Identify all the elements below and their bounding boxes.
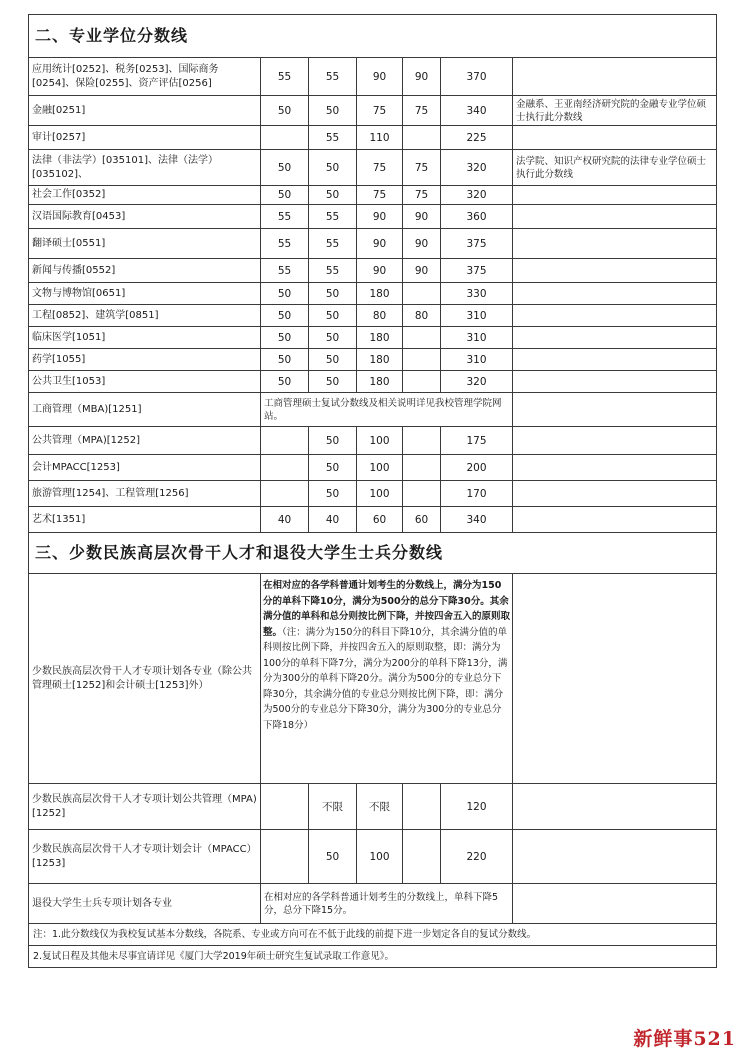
subject-score: 55 bbox=[261, 229, 309, 259]
subject-score: 90 bbox=[403, 205, 441, 229]
program-name: 金融[0251] bbox=[29, 96, 261, 126]
subject-score: 50 bbox=[309, 150, 357, 186]
subject-score: 75 bbox=[357, 186, 403, 205]
subject-score: 90 bbox=[357, 58, 403, 96]
remark bbox=[513, 349, 717, 371]
score-table-document bbox=[28, 14, 716, 1040]
program-name: 汉语国际教育[0453] bbox=[29, 205, 261, 229]
table-row bbox=[29, 96, 717, 126]
table-row bbox=[29, 371, 717, 393]
table-row bbox=[29, 574, 717, 784]
subject-score bbox=[261, 427, 309, 455]
program-name: 翻译硕士[0551] bbox=[29, 229, 261, 259]
subject-score: 50 bbox=[309, 455, 357, 481]
subject-score: 75 bbox=[403, 96, 441, 126]
subject-score: 50 bbox=[309, 830, 357, 884]
subject-score bbox=[403, 126, 441, 150]
remark: 法学院、知识产权研究院的法律专业学位硕士执行此分数线 bbox=[513, 150, 717, 186]
footnote: 注：1.此分数线仅为我校复试基本分数线，各院系、专业或方向可在不低于此线的前提下进一步划定各自的复试分数线。 bbox=[29, 924, 717, 946]
remark bbox=[513, 574, 717, 784]
merged-description: 在相对应的各学科普通计划考生的分数线上，单科下降5分，总分下降15分。 bbox=[261, 884, 513, 924]
total-score: 310 bbox=[441, 349, 513, 371]
subject-score: 55 bbox=[261, 58, 309, 96]
watermark-logo: 新鲜事521 bbox=[627, 1022, 742, 1053]
remark bbox=[513, 427, 717, 455]
program-name: 少数民族高层次骨干人才专项计划会计（MPACC）[1253] bbox=[29, 830, 261, 884]
remark bbox=[513, 259, 717, 283]
table-row bbox=[29, 259, 717, 283]
remark bbox=[513, 455, 717, 481]
section-header-row bbox=[29, 15, 717, 58]
subject-score bbox=[403, 455, 441, 481]
total-score: 120 bbox=[441, 784, 513, 830]
minority-rule-text bbox=[261, 574, 513, 784]
subject-score: 50 bbox=[261, 349, 309, 371]
program-name: 法律（非法学）[035101]、法律（法学）[035102]、 bbox=[29, 150, 261, 186]
program-name: 工商管理（MBA)[1251] bbox=[29, 393, 261, 427]
table-row bbox=[29, 507, 717, 533]
table-row bbox=[29, 186, 717, 205]
total-score: 320 bbox=[441, 186, 513, 205]
subject-score bbox=[261, 126, 309, 150]
subject-score: 60 bbox=[403, 507, 441, 533]
subject-score: 55 bbox=[309, 229, 357, 259]
subject-score: 55 bbox=[309, 205, 357, 229]
table-row bbox=[29, 327, 717, 349]
table-row bbox=[29, 126, 717, 150]
subject-score: 55 bbox=[309, 58, 357, 96]
subject-score bbox=[261, 830, 309, 884]
table-row bbox=[29, 784, 717, 830]
program-name: 公共卫生[1053] bbox=[29, 371, 261, 393]
total-score: 375 bbox=[441, 259, 513, 283]
subject-score: 50 bbox=[309, 327, 357, 349]
subject-score: 100 bbox=[357, 481, 403, 507]
table-row bbox=[29, 481, 717, 507]
program-name: 艺术[1351] bbox=[29, 507, 261, 533]
footnote-row bbox=[29, 924, 717, 946]
program-name: 退役大学生士兵专项计划各专业 bbox=[29, 884, 261, 924]
remark bbox=[513, 784, 717, 830]
footnote: 2.复试日程及其他未尽事宜请详见《厦门大学2019年硕士研究生复试录取工作意见》。 bbox=[29, 946, 717, 968]
remark bbox=[513, 229, 717, 259]
subject-score: 40 bbox=[309, 507, 357, 533]
program-name: 审计[0257] bbox=[29, 126, 261, 150]
subject-score: 50 bbox=[261, 96, 309, 126]
subject-score bbox=[403, 349, 441, 371]
program-name: 公共管理（MPA)[1252] bbox=[29, 427, 261, 455]
total-score: 375 bbox=[441, 229, 513, 259]
subject-score: 50 bbox=[309, 371, 357, 393]
program-name: 少数民族高层次骨干人才专项计划各专业（除公共管理硕士[1252]和会计硕士[1253]外） bbox=[29, 574, 261, 784]
subject-score: 50 bbox=[309, 305, 357, 327]
subject-score: 80 bbox=[403, 305, 441, 327]
subject-score: 50 bbox=[261, 150, 309, 186]
subject-score: 不限 bbox=[357, 784, 403, 830]
program-name: 临床医学[1051] bbox=[29, 327, 261, 349]
subject-score bbox=[403, 481, 441, 507]
merged-description: 工商管理硕士复试分数线及相关说明详见我校管理学院网站。 bbox=[261, 393, 513, 427]
subject-score: 90 bbox=[403, 259, 441, 283]
total-score: 225 bbox=[441, 126, 513, 150]
table-row bbox=[29, 283, 717, 305]
table-row bbox=[29, 205, 717, 229]
program-name: 文物与博物馆[0651] bbox=[29, 283, 261, 305]
subject-score: 55 bbox=[261, 205, 309, 229]
total-score: 370 bbox=[441, 58, 513, 96]
subject-score: 50 bbox=[261, 371, 309, 393]
total-score: 330 bbox=[441, 283, 513, 305]
subject-score bbox=[261, 455, 309, 481]
table-row bbox=[29, 229, 717, 259]
subject-score bbox=[403, 283, 441, 305]
total-score: 175 bbox=[441, 427, 513, 455]
subject-score: 90 bbox=[357, 229, 403, 259]
subject-score: 50 bbox=[261, 327, 309, 349]
remark bbox=[513, 884, 717, 924]
remark bbox=[513, 58, 717, 96]
subject-score: 90 bbox=[403, 58, 441, 96]
total-score: 320 bbox=[441, 371, 513, 393]
subject-score bbox=[403, 830, 441, 884]
subject-score: 90 bbox=[403, 229, 441, 259]
section-title: 二、专业学位分数线 bbox=[29, 15, 717, 58]
table-row bbox=[29, 427, 717, 455]
subject-score: 50 bbox=[261, 305, 309, 327]
remark bbox=[513, 205, 717, 229]
subject-score: 55 bbox=[261, 259, 309, 283]
minority-rule-detail: （注：满分为150分的科目下降10分，其余满分值的单科则按比例下降，并按四舍五入的原则取整，即：满分为100分的单科下降7分，满分为200分的单科下降13分，满分为300分的单科下降20分。满分为500分的专业总分下降30分，其余满分值的专业总分则按比例下降，即：满分为500分的专业总分下降30分，满分为300分的专业总分下降18分） bbox=[263, 626, 508, 731]
subject-score: 110 bbox=[357, 126, 403, 150]
table-row bbox=[29, 884, 717, 924]
table-row bbox=[29, 830, 717, 884]
score-table bbox=[28, 14, 717, 968]
subject-score: 55 bbox=[309, 259, 357, 283]
subject-score bbox=[403, 371, 441, 393]
subject-score: 100 bbox=[357, 427, 403, 455]
footnote-row bbox=[29, 946, 717, 968]
subject-score: 60 bbox=[357, 507, 403, 533]
total-score: 340 bbox=[441, 507, 513, 533]
subject-score: 55 bbox=[309, 126, 357, 150]
subject-score: 50 bbox=[309, 427, 357, 455]
subject-score bbox=[403, 427, 441, 455]
subject-score bbox=[403, 784, 441, 830]
remark bbox=[513, 830, 717, 884]
subject-score: 50 bbox=[261, 186, 309, 205]
program-name: 新闻与传播[0552] bbox=[29, 259, 261, 283]
remark bbox=[513, 481, 717, 507]
remark bbox=[513, 186, 717, 205]
program-name: 会计MPACC[1253] bbox=[29, 455, 261, 481]
table-row bbox=[29, 305, 717, 327]
program-name: 社会工作[0352] bbox=[29, 186, 261, 205]
subject-score: 不限 bbox=[309, 784, 357, 830]
subject-score: 50 bbox=[309, 349, 357, 371]
program-name: 药学[1055] bbox=[29, 349, 261, 371]
subject-score: 50 bbox=[309, 283, 357, 305]
remark: 金融系、王亚南经济研究院的金融专业学位硕士执行此分数线 bbox=[513, 96, 717, 126]
total-score: 310 bbox=[441, 305, 513, 327]
section-header-row bbox=[29, 533, 717, 574]
total-score: 340 bbox=[441, 96, 513, 126]
subject-score: 90 bbox=[357, 205, 403, 229]
table-row bbox=[29, 393, 717, 427]
total-score: 310 bbox=[441, 327, 513, 349]
table-row bbox=[29, 58, 717, 96]
subject-score: 180 bbox=[357, 371, 403, 393]
table-row bbox=[29, 349, 717, 371]
subject-score: 180 bbox=[357, 349, 403, 371]
section-title: 三、少数民族高层次骨干人才和退役大学生士兵分数线 bbox=[29, 533, 717, 574]
table-row bbox=[29, 150, 717, 186]
table-row bbox=[29, 455, 717, 481]
remark bbox=[513, 393, 717, 427]
program-name: 应用统计[0252]、税务[0253]、国际商务[0254]、保险[0255]、资产评估[0256] bbox=[29, 58, 261, 96]
remark bbox=[513, 283, 717, 305]
subject-score bbox=[261, 784, 309, 830]
program-name: 少数民族高层次骨干人才专项计划公共管理（MPA)[1252] bbox=[29, 784, 261, 830]
subject-score: 180 bbox=[357, 283, 403, 305]
subject-score: 40 bbox=[261, 507, 309, 533]
subject-score: 75 bbox=[357, 96, 403, 126]
subject-score bbox=[261, 481, 309, 507]
subject-score: 100 bbox=[357, 830, 403, 884]
total-score: 360 bbox=[441, 205, 513, 229]
subject-score: 180 bbox=[357, 327, 403, 349]
minority-rule-bold: 在相对应的各学科普通计划考生的分数线上，满分为150分的单科下降10分，满分为500分的总分下降30分。其余满分值的单科和总分则按比例下降，并按四舍五入的原则取整。 bbox=[263, 580, 511, 638]
subject-score: 50 bbox=[309, 481, 357, 507]
remark bbox=[513, 126, 717, 150]
total-score: 200 bbox=[441, 455, 513, 481]
subject-score: 75 bbox=[403, 150, 441, 186]
remark bbox=[513, 305, 717, 327]
total-score: 220 bbox=[441, 830, 513, 884]
total-score: 170 bbox=[441, 481, 513, 507]
subject-score: 75 bbox=[403, 186, 441, 205]
subject-score: 100 bbox=[357, 455, 403, 481]
total-score: 320 bbox=[441, 150, 513, 186]
subject-score: 50 bbox=[261, 283, 309, 305]
program-name: 旅游管理[1254]、工程管理[1256] bbox=[29, 481, 261, 507]
program-name: 工程[0852]、建筑学[0851] bbox=[29, 305, 261, 327]
subject-score: 80 bbox=[357, 305, 403, 327]
subject-score: 50 bbox=[309, 186, 357, 205]
remark bbox=[513, 507, 717, 533]
subject-score: 90 bbox=[357, 259, 403, 283]
remark bbox=[513, 371, 717, 393]
subject-score: 75 bbox=[357, 150, 403, 186]
subject-score: 50 bbox=[309, 96, 357, 126]
remark bbox=[513, 327, 717, 349]
subject-score bbox=[403, 327, 441, 349]
